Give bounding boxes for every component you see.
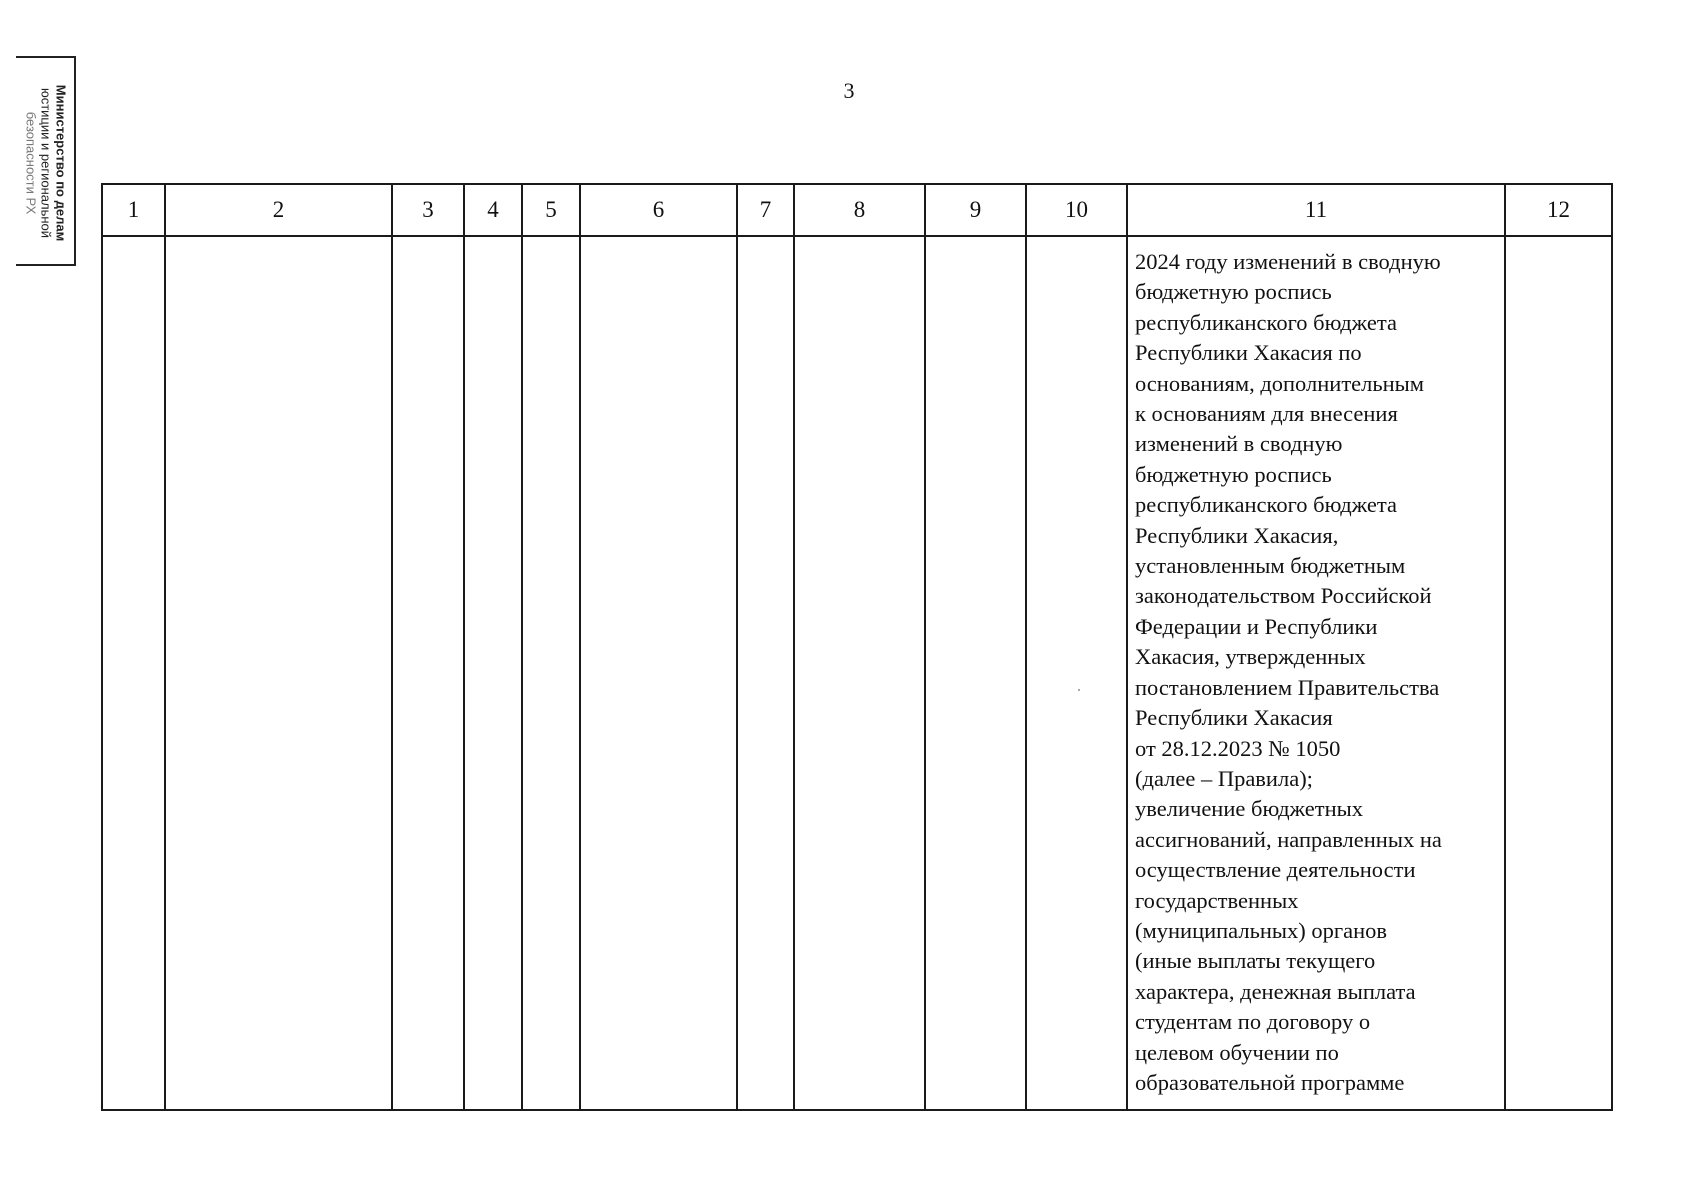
table-cell-11 [1127, 236, 1505, 1110]
column-header-12: 12 [1505, 184, 1612, 236]
column-header-8: 8 [794, 184, 925, 236]
table-cell-2 [165, 236, 392, 1110]
document-table [101, 183, 1613, 1111]
column-header-5: 5 [522, 184, 580, 236]
document-table-container [101, 183, 1611, 1111]
stamp-line-2: юстиции и региональной [38, 87, 54, 239]
table-cell-5 [522, 236, 580, 1110]
table-cell-1 [102, 236, 165, 1110]
scan-speck [1078, 689, 1080, 691]
column-header-7: 7 [737, 184, 794, 236]
table-row [102, 236, 1612, 1110]
stamp-line-3: безопасности РХ [23, 111, 39, 215]
table-cell-3 [392, 236, 464, 1110]
column-header-11: 11 [1127, 184, 1505, 236]
column-header-10: 10 [1026, 184, 1127, 236]
registration-stamp [16, 56, 76, 266]
table-cell-12 [1505, 236, 1612, 1110]
column-header-3: 3 [392, 184, 464, 236]
table-cell-10 [1026, 236, 1127, 1110]
table-cell-4 [464, 236, 522, 1110]
table-cell-9 [925, 236, 1026, 1110]
column-header-6: 6 [580, 184, 737, 236]
page-number: 3 [843, 78, 855, 103]
table-cell-8 [794, 236, 925, 1110]
column-header-2: 2 [165, 184, 392, 236]
column-header-9: 9 [925, 184, 1026, 236]
stamp-line-1: Министерство по делам [53, 84, 69, 242]
column-11-text: 2024 году изменений в сводную бюджетную роспись республиканского бюджета Республики Хакасия по основаниям, дополнительным к основаниям для внесения изменений в сводную бюджетную роспись республиканского бюджета Республики Хакасия, установленным бюджетным законодательством Российской Федерации и Республики Хакасия, утвержденных постановлением Правительства Республики Хакасия от 28.12.2023 № 1050 (далее – Правила); увеличение бюджетных ассигнований, направленных на осуществление деятельности государственных (муниципальных) органов (иные выплаты текущего характера, денежная выплата студентам по договору о целевом обучении по образовательной программе [1135, 249, 1442, 1095]
stamp-text [24, 63, 69, 263]
table-cell-6 [580, 236, 737, 1110]
column-header-1: 1 [102, 184, 165, 236]
table-cell-7 [737, 236, 794, 1110]
table-header-row [102, 184, 1612, 236]
column-header-4: 4 [464, 184, 522, 236]
